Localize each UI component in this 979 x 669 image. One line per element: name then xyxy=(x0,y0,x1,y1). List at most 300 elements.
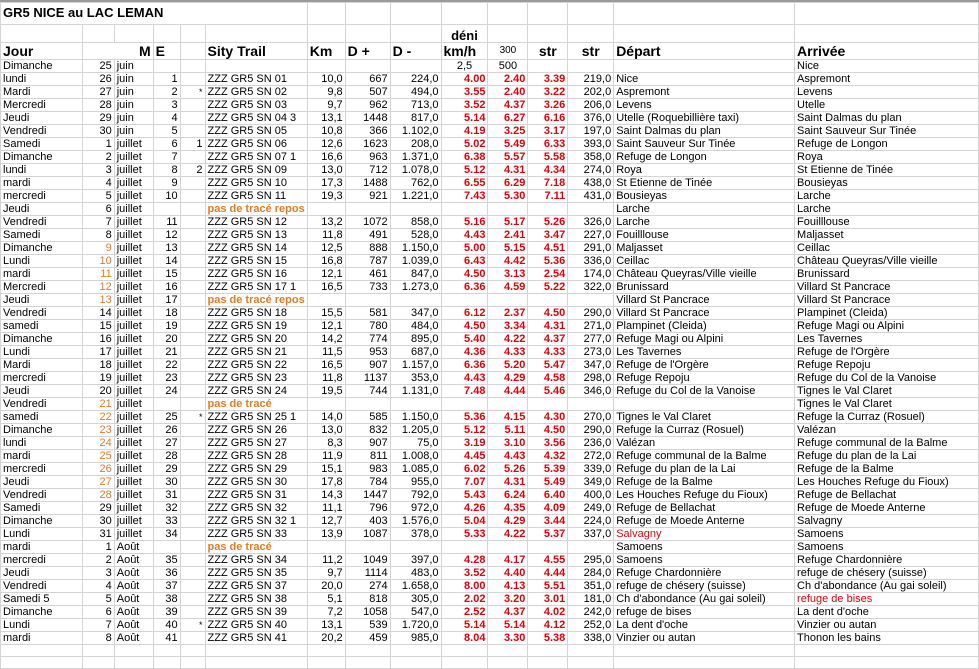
cell-str-2[interactable]: 358,0 xyxy=(568,151,614,164)
cell-deni[interactable]: 4.29 xyxy=(488,372,528,385)
cell-str-2[interactable]: 326,0 xyxy=(568,216,614,229)
cell-depart[interactable]: Samoens xyxy=(614,541,795,554)
cell-marker[interactable] xyxy=(180,359,205,372)
cell-deni[interactable]: 4.33 xyxy=(488,346,528,359)
empty-cell[interactable] xyxy=(568,645,614,657)
cell-kmh[interactable]: 6.12 xyxy=(441,307,488,320)
cell-jour[interactable]: Jeudi xyxy=(1,476,83,489)
cell-arrivee[interactable]: Thonon les bains xyxy=(795,632,979,645)
cell-kmh[interactable]: 7.07 xyxy=(441,476,488,489)
cell-day[interactable]: 17 xyxy=(82,346,114,359)
cell-arrivee[interactable]: St Etienne de Tinée xyxy=(795,164,979,177)
cell-depart[interactable]: Larche xyxy=(614,203,795,216)
cell-str[interactable] xyxy=(528,203,568,216)
cell-day[interactable]: 9 xyxy=(82,242,114,255)
cell-kmh[interactable]: 6.02 xyxy=(441,463,488,476)
cell-jour[interactable]: Samedi xyxy=(1,229,83,242)
cell-arrivee[interactable]: La dent d'oche xyxy=(795,606,979,619)
cell-arrivee[interactable]: Samoens xyxy=(795,541,979,554)
cell-d-plus[interactable]: 953 xyxy=(345,346,390,359)
cell-marker[interactable] xyxy=(180,307,205,320)
cell-km[interactable]: 7,2 xyxy=(307,606,345,619)
cell-marker[interactable] xyxy=(180,528,205,541)
cell-str-2[interactable]: 349,0 xyxy=(568,476,614,489)
cell-deni[interactable]: 4.17 xyxy=(488,554,528,567)
cell-d-minus[interactable]: 972,0 xyxy=(390,502,441,515)
cell-etape[interactable]: 21 xyxy=(153,346,180,359)
cell-sity-trail[interactable]: ZZZ GR5 SN 02 xyxy=(205,86,307,99)
cell-str-2[interactable]: 274,0 xyxy=(568,164,614,177)
cell-sity-trail[interactable]: ZZZ GR5 SN 37 xyxy=(205,580,307,593)
cell-etape[interactable]: 25 xyxy=(153,411,180,424)
cell-day[interactable]: 26 xyxy=(82,73,114,86)
cell-day[interactable]: 22 xyxy=(82,411,114,424)
cell-d-minus[interactable]: 847,0 xyxy=(390,268,441,281)
cell-month[interactable]: juin xyxy=(114,99,153,112)
cell-etape[interactable]: 4 xyxy=(153,112,180,125)
cell-day[interactable]: 13 xyxy=(82,294,114,307)
cell-str[interactable]: 4.37 xyxy=(528,333,568,346)
header-jour[interactable]: Jour xyxy=(1,43,83,60)
cell-etape[interactable]: 22 xyxy=(153,359,180,372)
cell-str[interactable]: 7.18 xyxy=(528,177,568,190)
cell-month[interactable]: Août xyxy=(114,567,153,580)
cell-etape[interactable]: 30 xyxy=(153,476,180,489)
cell-depart[interactable]: Refuge Chardonnière xyxy=(614,567,795,580)
cell-d-minus[interactable]: 985,0 xyxy=(390,632,441,645)
cell-arrivee[interactable]: Maljasset xyxy=(795,229,979,242)
cell-str-2[interactable]: 271,0 xyxy=(568,320,614,333)
cell-km[interactable]: 5,1 xyxy=(307,593,345,606)
cell-sity-trail[interactable]: ZZZ GR5 SN 31 xyxy=(205,489,307,502)
cell-kmh[interactable]: 4.26 xyxy=(441,502,488,515)
cell-etape[interactable]: 15 xyxy=(153,268,180,281)
cell-km[interactable]: 9,8 xyxy=(307,86,345,99)
cell-d-minus[interactable]: 1.576,0 xyxy=(390,515,441,528)
cell-sity-trail[interactable]: ZZZ GR5 SN 26 xyxy=(205,424,307,437)
cell-str[interactable]: 6.16 xyxy=(528,112,568,125)
cell-d-minus[interactable]: 1.658,0 xyxy=(390,580,441,593)
cell-str-2[interactable] xyxy=(568,203,614,216)
cell-str-2[interactable]: 236,0 xyxy=(568,437,614,450)
cell-marker[interactable] xyxy=(180,437,205,450)
cell-day[interactable]: 1 xyxy=(82,541,114,554)
cell-jour[interactable]: Dimanche xyxy=(1,242,83,255)
cell-depart[interactable]: refuge de bises xyxy=(614,606,795,619)
cell-month[interactable]: juillet xyxy=(114,372,153,385)
cell-d-minus[interactable]: 762,0 xyxy=(390,177,441,190)
cell-day[interactable]: 3 xyxy=(82,567,114,580)
empty-cell[interactable] xyxy=(345,645,390,657)
cell-depart[interactable]: Levens xyxy=(614,99,795,112)
cell-d-plus[interactable]: 962 xyxy=(345,99,390,112)
cell-month[interactable]: juillet xyxy=(114,346,153,359)
cell-depart[interactable]: Brunissard xyxy=(614,281,795,294)
cell-arrivee[interactable]: Vinzier ou autan xyxy=(795,619,979,632)
cell-d-plus[interactable] xyxy=(345,203,390,216)
empty-cell[interactable] xyxy=(488,645,528,657)
cell-kmh[interactable]: 8.00 xyxy=(441,580,488,593)
cell-deni[interactable]: 5.17 xyxy=(488,216,528,229)
cell-d-plus[interactable]: 1447 xyxy=(345,489,390,502)
cell-deni[interactable]: 5.11 xyxy=(488,424,528,437)
cell-sity-trail[interactable]: ZZZ GR5 SN 33 xyxy=(205,528,307,541)
empty-cell[interactable] xyxy=(114,645,153,657)
cell-sity-trail[interactable]: ZZZ GR5 SN 24 xyxy=(205,385,307,398)
cell-kmh[interactable]: 2.02 xyxy=(441,593,488,606)
cell-d-plus[interactable] xyxy=(345,398,390,411)
cell-str-2[interactable]: 181,0 xyxy=(568,593,614,606)
cell-deni[interactable] xyxy=(488,541,528,554)
cell-etape[interactable]: 2 xyxy=(153,86,180,99)
cell-kmh[interactable]: 5.00 xyxy=(441,242,488,255)
cell-km[interactable]: 19,3 xyxy=(307,190,345,203)
cell-d-plus[interactable]: 774 xyxy=(345,333,390,346)
cell-d-plus[interactable]: 787 xyxy=(345,255,390,268)
cell-day[interactable]: 19 xyxy=(82,372,114,385)
cell-deni[interactable]: 5.57 xyxy=(488,151,528,164)
header-km[interactable]: Km xyxy=(307,43,345,60)
cell-str[interactable]: 4.09 xyxy=(528,502,568,515)
cell-marker[interactable] xyxy=(180,450,205,463)
empty-cell[interactable] xyxy=(390,657,441,669)
cell-month[interactable]: juillet xyxy=(114,502,153,515)
cell-str[interactable]: 4.32 xyxy=(528,450,568,463)
cell-month[interactable]: juillet xyxy=(114,268,153,281)
cell-str[interactable]: 4.55 xyxy=(528,554,568,567)
cell-etape[interactable]: 38 xyxy=(153,593,180,606)
cell-kmh[interactable] xyxy=(441,541,488,554)
cell-arrivee[interactable]: Larche xyxy=(795,190,979,203)
cell-kmh[interactable]: 5.12 xyxy=(441,164,488,177)
cell-marker[interactable]: * xyxy=(180,411,205,424)
cell-str[interactable]: 3.26 xyxy=(528,99,568,112)
cell-arrivee[interactable]: refuge de bises xyxy=(795,593,979,606)
empty-cell[interactable] xyxy=(614,657,795,669)
cell-d-plus[interactable]: 780 xyxy=(345,320,390,333)
cell-kmh[interactable]: 6.36 xyxy=(441,281,488,294)
cell-d-plus[interactable]: 818 xyxy=(345,593,390,606)
cell-str-2[interactable]: 272,0 xyxy=(568,450,614,463)
cell-depart[interactable]: Aspremont xyxy=(614,86,795,99)
cell-arrivee[interactable]: Larche xyxy=(795,203,979,216)
cell-str-2[interactable]: 351,0 xyxy=(568,580,614,593)
cell-month[interactable]: juin xyxy=(114,60,153,73)
cell-day[interactable]: 26 xyxy=(82,463,114,476)
cell-marker[interactable] xyxy=(180,567,205,580)
cell-d-minus[interactable]: 1.131,0 xyxy=(390,385,441,398)
cell-arrivee[interactable]: Refuge du plan de la Lai xyxy=(795,450,979,463)
cell-km[interactable]: 11,8 xyxy=(307,229,345,242)
cell-sity-trail[interactable]: ZZZ GR5 SN 13 xyxy=(205,229,307,242)
cell-marker[interactable] xyxy=(180,476,205,489)
cell-arrivee[interactable]: Nice xyxy=(795,60,979,73)
cell-str[interactable]: 4.51 xyxy=(528,242,568,255)
cell-str[interactable]: 5.38 xyxy=(528,632,568,645)
cell-arrivee[interactable]: Saint Sauveur Sur Tinée xyxy=(795,125,979,138)
cell-marker[interactable] xyxy=(180,242,205,255)
cell-etape[interactable]: 33 xyxy=(153,515,180,528)
cell-depart[interactable]: La dent d'oche xyxy=(614,619,795,632)
cell-jour[interactable]: mercredi xyxy=(1,554,83,567)
cell-marker[interactable]: * xyxy=(180,619,205,632)
cell-marker[interactable] xyxy=(180,463,205,476)
empty-cell[interactable] xyxy=(82,645,114,657)
cell-d-plus[interactable]: 811 xyxy=(345,450,390,463)
cell-depart[interactable]: Fouilllouse xyxy=(614,229,795,242)
cell-km[interactable]: 16,5 xyxy=(307,281,345,294)
cell-d-plus[interactable] xyxy=(345,541,390,554)
cell-month[interactable]: juillet xyxy=(114,229,153,242)
cell-jour[interactable]: mardi xyxy=(1,450,83,463)
cell-str-2[interactable]: 270,0 xyxy=(568,411,614,424)
cell-km[interactable]: 16,6 xyxy=(307,151,345,164)
cell-marker[interactable] xyxy=(180,255,205,268)
cell-marker[interactable]: * xyxy=(180,86,205,99)
cell-month[interactable]: juillet xyxy=(114,164,153,177)
cell-arrivee[interactable]: Refuge de la Balme xyxy=(795,463,979,476)
cell-arrivee[interactable]: Roya xyxy=(795,151,979,164)
cell-day[interactable]: 31 xyxy=(82,528,114,541)
header-m[interactable]: M xyxy=(82,43,153,60)
cell-etape[interactable]: 17 xyxy=(153,294,180,307)
cell-jour[interactable]: lundi xyxy=(1,164,83,177)
cell-etape[interactable]: 11 xyxy=(153,216,180,229)
cell-str[interactable]: 4.12 xyxy=(528,619,568,632)
cell-depart[interactable]: Roya xyxy=(614,164,795,177)
cell-deni[interactable]: 3.25 xyxy=(488,125,528,138)
cell-depart[interactable]: Maljasset xyxy=(614,242,795,255)
cell-str-2[interactable]: 249,0 xyxy=(568,502,614,515)
cell-depart[interactable]: Refuge Repoju xyxy=(614,372,795,385)
cell-str-2[interactable]: 224,0 xyxy=(568,515,614,528)
header-d-minus[interactable]: D - xyxy=(390,43,441,60)
cell-deni[interactable] xyxy=(488,203,528,216)
cell-sity-trail[interactable]: ZZZ GR5 SN 14 xyxy=(205,242,307,255)
cell-sity-trail[interactable]: ZZZ GR5 SN 40 xyxy=(205,619,307,632)
cell-depart[interactable]: Valézan xyxy=(614,437,795,450)
cell-str[interactable]: 3.47 xyxy=(528,229,568,242)
cell-etape[interactable]: 40 xyxy=(153,619,180,632)
cell-str[interactable]: 3.56 xyxy=(528,437,568,450)
cell-kmh[interactable]: 5.36 xyxy=(441,411,488,424)
cell-day[interactable]: 6 xyxy=(82,606,114,619)
header-kmh[interactable]: km/h xyxy=(441,43,488,60)
cell-arrivee[interactable]: Refuge de Longon xyxy=(795,138,979,151)
cell-km[interactable] xyxy=(307,398,345,411)
cell-sity-trail[interactable]: ZZZ GR5 SN 01 xyxy=(205,73,307,86)
header-str-2[interactable]: str xyxy=(568,43,614,60)
cell-km[interactable]: 8,3 xyxy=(307,437,345,450)
cell-km[interactable]: 19,5 xyxy=(307,385,345,398)
cell-str[interactable]: 4.02 xyxy=(528,606,568,619)
cell-d-minus[interactable] xyxy=(390,203,441,216)
cell-marker[interactable] xyxy=(180,151,205,164)
cell-str[interactable]: 6.40 xyxy=(528,489,568,502)
cell-marker[interactable] xyxy=(180,346,205,359)
cell-str-2[interactable]: 346,0 xyxy=(568,385,614,398)
cell-etape[interactable]: 12 xyxy=(153,229,180,242)
cell-etape[interactable]: 7 xyxy=(153,151,180,164)
cell-etape[interactable]: 16 xyxy=(153,281,180,294)
cell-day[interactable]: 6 xyxy=(82,203,114,216)
cell-day[interactable]: 8 xyxy=(82,229,114,242)
cell-str-2[interactable]: 393,0 xyxy=(568,138,614,151)
cell-kmh[interactable]: 6.36 xyxy=(441,359,488,372)
cell-km[interactable]: 11,2 xyxy=(307,554,345,567)
cell-etape[interactable]: 10 xyxy=(153,190,180,203)
cell-str[interactable]: 4.31 xyxy=(528,320,568,333)
cell-deni[interactable]: 5.26 xyxy=(488,463,528,476)
cell-month[interactable]: juin xyxy=(114,86,153,99)
cell-sity-trail[interactable]: ZZZ GR5 SN 11 xyxy=(205,190,307,203)
cell-depart[interactable]: Refuge de Bellachat xyxy=(614,502,795,515)
cell-sity-trail[interactable]: ZZZ GR5 SN 17 1 xyxy=(205,281,307,294)
cell-d-minus[interactable]: 378,0 xyxy=(390,528,441,541)
cell-month[interactable]: juillet xyxy=(114,489,153,502)
cell-jour[interactable]: Dimanche xyxy=(1,515,83,528)
cell-km[interactable]: 20,0 xyxy=(307,580,345,593)
cell-day[interactable]: 20 xyxy=(82,385,114,398)
cell-etape[interactable]: 37 xyxy=(153,580,180,593)
empty-cell[interactable] xyxy=(82,657,114,669)
cell-km[interactable]: 9,7 xyxy=(307,99,345,112)
cell-d-plus[interactable]: 274 xyxy=(345,580,390,593)
cell-str-2[interactable]: 347,0 xyxy=(568,359,614,372)
cell-kmh[interactable] xyxy=(441,203,488,216)
cell-d-plus[interactable]: 832 xyxy=(345,424,390,437)
cell-str[interactable]: 4.30 xyxy=(528,411,568,424)
cell-depart[interactable]: Ch d'abondance (Au gai soleil) xyxy=(614,593,795,606)
cell-jour[interactable]: Vendredi xyxy=(1,580,83,593)
cell-str-2[interactable]: 400,0 xyxy=(568,489,614,502)
cell-day[interactable]: 25 xyxy=(82,60,114,73)
cell-day[interactable]: 30 xyxy=(82,515,114,528)
cell-depart[interactable]: Ceillac xyxy=(614,255,795,268)
cell-marker[interactable] xyxy=(180,125,205,138)
cell-month[interactable]: juin xyxy=(114,73,153,86)
cell-sity-trail[interactable]: pas de tracé repos xyxy=(205,294,307,307)
cell-kmh[interactable]: 8.04 xyxy=(441,632,488,645)
cell-sity-trail[interactable]: ZZZ GR5 SN 30 xyxy=(205,476,307,489)
cell-marker[interactable] xyxy=(180,281,205,294)
cell-kmh[interactable]: 6.38 xyxy=(441,151,488,164)
cell-day[interactable]: 12 xyxy=(82,281,114,294)
cell-sity-trail[interactable]: ZZZ GR5 SN 12 xyxy=(205,216,307,229)
cell-day[interactable]: 2 xyxy=(82,151,114,164)
cell-arrivee[interactable]: Plampinet (Cleida) xyxy=(795,307,979,320)
cell-arrivee[interactable]: Refuge la Curraz (Rosuel) xyxy=(795,411,979,424)
cell-deni[interactable]: 4.59 xyxy=(488,281,528,294)
cell-jour[interactable]: Samedi xyxy=(1,502,83,515)
cell-deni[interactable]: 4.37 xyxy=(488,606,528,619)
cell-depart[interactable]: Villard St Pancrace xyxy=(614,294,795,307)
cell-month[interactable]: Août xyxy=(114,632,153,645)
cell-marker[interactable] xyxy=(180,593,205,606)
cell-depart[interactable]: Plampinet (Cleida) xyxy=(614,320,795,333)
cell-km[interactable]: 11,8 xyxy=(307,372,345,385)
cell-day[interactable]: 7 xyxy=(82,216,114,229)
cell-marker[interactable] xyxy=(180,398,205,411)
cell-day[interactable]: 18 xyxy=(82,359,114,372)
cell-deni[interactable]: 4.37 xyxy=(488,99,528,112)
cell-kmh[interactable]: 5.43 xyxy=(441,489,488,502)
cell-month[interactable]: juillet xyxy=(114,294,153,307)
cell-km[interactable]: 11,9 xyxy=(307,450,345,463)
cell-kmh[interactable]: 7.48 xyxy=(441,385,488,398)
cell-depart[interactable]: Larche xyxy=(614,216,795,229)
cell-day[interactable]: 29 xyxy=(82,112,114,125)
cell-km[interactable]: 12,6 xyxy=(307,138,345,151)
cell-km[interactable]: 10,8 xyxy=(307,125,345,138)
cell-d-plus[interactable]: 1623 xyxy=(345,138,390,151)
cell-marker[interactable]: 1 xyxy=(180,138,205,151)
cell-etape[interactable]: 24 xyxy=(153,385,180,398)
cell-day[interactable]: 15 xyxy=(82,320,114,333)
cell-sity-trail[interactable]: ZZZ GR5 SN 20 xyxy=(205,333,307,346)
cell-sity-trail[interactable]: ZZZ GR5 SN 28 xyxy=(205,450,307,463)
cell-str[interactable]: 4.44 xyxy=(528,567,568,580)
cell-etape[interactable]: 34 xyxy=(153,528,180,541)
cell-etape[interactable] xyxy=(153,203,180,216)
cell-kmh[interactable]: 3.55 xyxy=(441,86,488,99)
cell-d-plus[interactable] xyxy=(345,294,390,307)
cell-km[interactable]: 13,2 xyxy=(307,216,345,229)
cell-km[interactable]: 17,8 xyxy=(307,476,345,489)
cell-str[interactable]: 5.49 xyxy=(528,476,568,489)
cell-month[interactable]: juillet xyxy=(114,216,153,229)
cell-jour[interactable]: Mercredi xyxy=(1,99,83,112)
cell-etape[interactable]: 23 xyxy=(153,372,180,385)
cell-str[interactable]: 5.39 xyxy=(528,463,568,476)
cell-km[interactable]: 12,1 xyxy=(307,268,345,281)
cell-day[interactable]: 7 xyxy=(82,619,114,632)
cell-sity-trail[interactable]: ZZZ GR5 SN 18 xyxy=(205,307,307,320)
cell-jour[interactable]: Dimanche xyxy=(1,606,83,619)
cell-d-minus[interactable] xyxy=(390,541,441,554)
cell-str[interactable] xyxy=(528,541,568,554)
cell-arrivee[interactable]: Aspremont xyxy=(795,73,979,86)
cell-km[interactable]: 17,3 xyxy=(307,177,345,190)
cell-deni[interactable]: 3.13 xyxy=(488,268,528,281)
cell-d-plus[interactable]: 907 xyxy=(345,437,390,450)
cell-jour[interactable]: Vendredi xyxy=(1,125,83,138)
cell-arrivee[interactable]: Valézan xyxy=(795,424,979,437)
cell-kmh[interactable]: 4.36 xyxy=(441,346,488,359)
cell-kmh[interactable]: 5.33 xyxy=(441,528,488,541)
cell-kmh[interactable]: 5.14 xyxy=(441,619,488,632)
cell-str-2[interactable]: 291,0 xyxy=(568,242,614,255)
cell-etape[interactable]: 35 xyxy=(153,554,180,567)
cell-month[interactable]: Août xyxy=(114,541,153,554)
cell-d-minus[interactable]: 1.221,0 xyxy=(390,190,441,203)
cell-etape[interactable]: 1 xyxy=(153,73,180,86)
cell-jour[interactable]: Lundi xyxy=(1,619,83,632)
cell-month[interactable]: juillet xyxy=(114,190,153,203)
cell-d-minus[interactable]: 1.157,0 xyxy=(390,359,441,372)
cell-marker[interactable]: 2 xyxy=(180,164,205,177)
cell-marker[interactable] xyxy=(180,112,205,125)
cell-arrivee[interactable]: Bousieyas xyxy=(795,177,979,190)
cell-sity-trail[interactable]: pas de tracé repos xyxy=(205,203,307,216)
cell-d-plus[interactable]: 712 xyxy=(345,164,390,177)
cell-deni[interactable]: 4.29 xyxy=(488,515,528,528)
cell-month[interactable]: juillet xyxy=(114,320,153,333)
cell-deni[interactable]: 3.10 xyxy=(488,437,528,450)
cell-str[interactable]: 4.58 xyxy=(528,372,568,385)
cell-day[interactable]: 1 xyxy=(82,138,114,151)
cell-marker[interactable] xyxy=(180,190,205,203)
